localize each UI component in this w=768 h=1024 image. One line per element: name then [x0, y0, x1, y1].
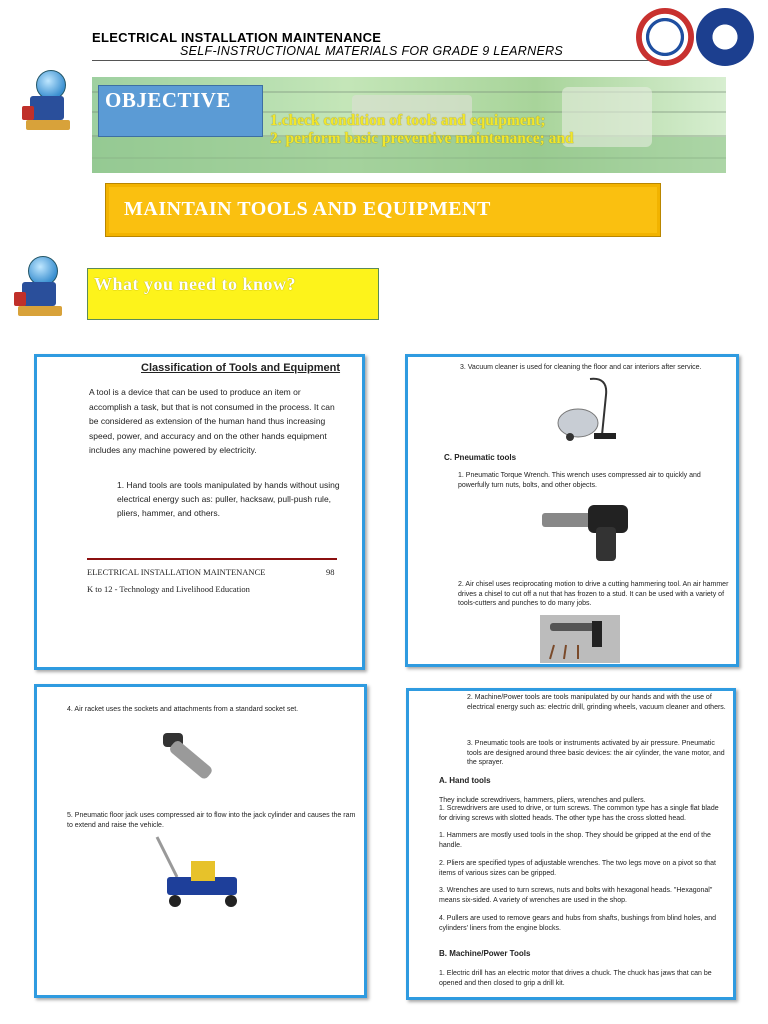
vacuum-cleaner-text: 3. Vacuum cleaner is used for cleaning the floor and car interiors after service.	[460, 364, 702, 371]
pullers-text: 4. Pullers are used to remove gears and hubs from shafts, bushings from blind holes, and cylinders' liners from the engine blocks.	[439, 915, 717, 932]
main-title-banner: MAINTAIN TOOLS AND EQUIPMENT	[105, 183, 661, 237]
air-racket-image	[161, 729, 231, 789]
page-panel-classification	[34, 354, 365, 670]
air-chisel-image	[540, 615, 620, 663]
footer-course: ELECTRICAL INSTALLATION MAINTENANCE	[87, 567, 266, 577]
hammers-text: 1. Hammers are mostly used tools in the shop. They should be gripped at the end of the handle.	[439, 832, 711, 849]
page-panel-pneumatic	[405, 354, 739, 667]
hand-tools-intro: They include screwdrivers, hammers, pliers, wrenches and pullers.	[439, 797, 646, 804]
vacuum-cleaner-image	[556, 375, 626, 445]
machine-power-heading: B. Machine/Power Tools	[439, 949, 531, 958]
machine-power-tools-text: 2. Machine/Power tools are tools manipulated by our hands and with the use of electrical energy such as: electric drill, grinding wheels, vacuum cleaner and others.	[467, 694, 726, 711]
page-panel-tool-types	[406, 688, 736, 1000]
floor-jack-text: 5. Pneumatic floor jack uses compressed air to flow into the jack cylinder and causes the ram to extend and raise the vehicle.	[67, 812, 356, 829]
footer-page-number: 98	[326, 567, 335, 577]
globe-mascot-icon	[14, 256, 70, 320]
header-title: ELECTRICAL INSTALLATION MAINTENANCE	[92, 30, 382, 45]
footer-rule	[87, 558, 337, 560]
tool-definition-text: A tool is a device that can be used to produce an item or accomplish a task, but that is not consumed in the process. It can be considered as extension of the human hand thus increasing speed, power, and accuracy and on the other hands equipment includes any machine powered by electricity.	[89, 387, 335, 455]
header-divider	[92, 60, 678, 61]
air-chisel-text: 2. Air chisel uses reciprocating motion to drive a cutting hammering tool. An air hammer drives a chisel to cut off a nut that has frozen to a stud. It can be used with a variety of tools-cutters and punches to do many jobs.	[458, 581, 729, 607]
globe-mascot-icon	[22, 70, 78, 134]
electric-drill-text: 1. Electric drill has an electric motor that drives a chuck. The chuck has jaws that can be opened and then closed to grip a drill kit.	[439, 970, 712, 987]
deped-seal-logo	[696, 8, 754, 66]
screwdrivers-text: 1. Screwdrivers are used to drive, or turn screws. The common type has a single flat blade for driving screws with slotted heads. The other type has the cross slotted head.	[439, 805, 719, 822]
objective-label: OBJECTIVE	[98, 85, 263, 137]
objective-line-2: 2. perform basic preventive maintenance; and	[270, 130, 574, 147]
page-panel-air-tools	[34, 684, 367, 998]
wrenches-text: 3. Wrenches are used to turn screws, nuts and bolts with hexagonal heads. "Hexagonal" means six-sided. A variety of wrenches are used in the shop.	[439, 887, 713, 904]
torque-wrench-text: 1. Pneumatic Torque Wrench. This wrench uses compressed air to quickly and powerfully turn nuts, bolts, and other objects.	[458, 472, 701, 489]
pliers-text: 2. Pliers are specified types of adjustable wrenches. The two legs move on a pivot so that items of various sizes can be gripped.	[439, 860, 716, 877]
school-seal-logo	[636, 8, 694, 66]
objective-text	[270, 112, 720, 172]
floor-jack-image	[147, 831, 247, 911]
hand-tools-text: 1. Hand tools are tools manipulated by hands without using electrical energy such as: puller, hacksaw, pull-push rule, pliers, hammer, and others.	[117, 480, 340, 518]
hand-tools-heading: A. Hand tools	[439, 776, 491, 785]
header-subtitle: SELF-INSTRUCTIONAL MATERIALS FOR GRADE 9 LEARNERS	[180, 44, 564, 58]
air-racket-text: 4. Air racket uses the sockets and attachments from a standard socket set.	[67, 706, 299, 713]
objective-line-1: 1.check condition of tools and equipment;	[270, 112, 546, 129]
pneumatic-heading: C. Pneumatic tools	[444, 453, 517, 462]
panel-title: Classification of Tools and Equipment	[141, 362, 341, 374]
footer-program: K to 12 - Technology and Livelihood Education	[87, 584, 250, 594]
need-to-know-banner: What you need to know?	[87, 268, 379, 320]
torque-wrench-image	[538, 497, 638, 567]
pneumatic-tools-text: 3. Pneumatic tools are tools or instruments activated by air pressure. Pneumatic tools are designed around three basic devices: the air cylinder, the vane motor, and the sprayer.	[467, 740, 725, 766]
